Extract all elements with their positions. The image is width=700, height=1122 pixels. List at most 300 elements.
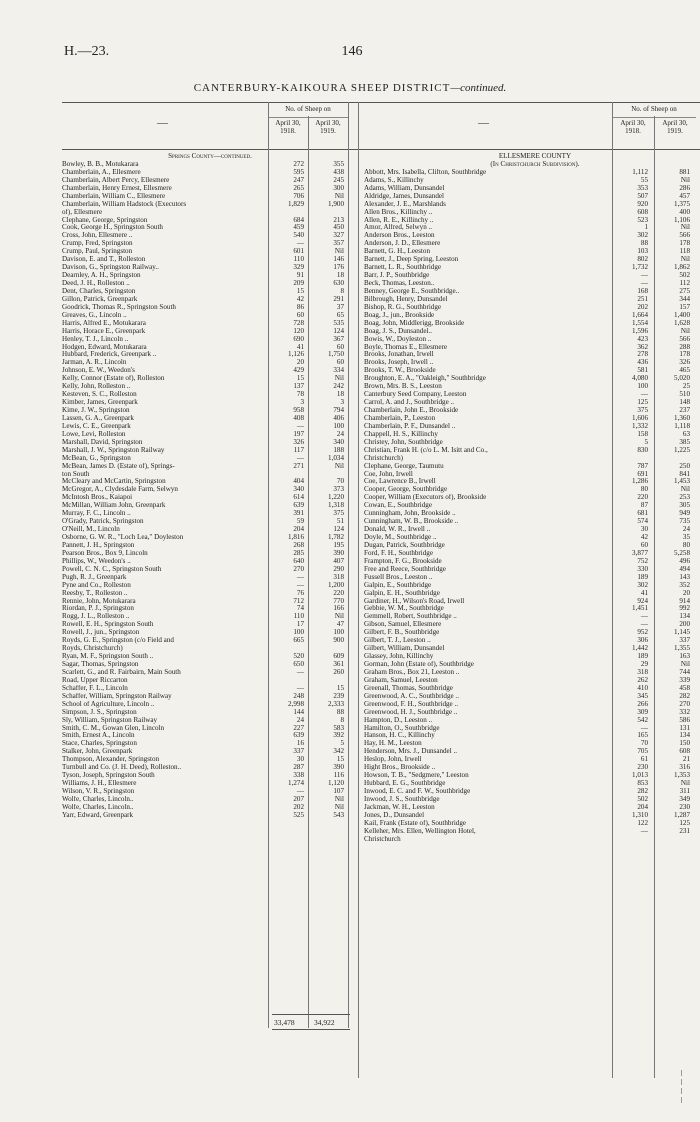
column-divider bbox=[268, 102, 269, 1028]
owner-name: Johnson, E. W., Weedon's bbox=[62, 367, 135, 375]
owner-name: Henley, T. J., Lincoln .. bbox=[62, 335, 129, 343]
sheep-count-1918: 595 bbox=[293, 167, 304, 176]
table-row bbox=[358, 637, 700, 645]
owner-name: Kelleher, Mrs. Ellen, Wellington Hotel, bbox=[364, 827, 476, 835]
sheep-count-1918: 1,554 bbox=[632, 318, 648, 327]
column-divider bbox=[612, 102, 613, 1078]
table-row bbox=[358, 455, 700, 463]
owner-name: Ford, F. H., Southbridge bbox=[364, 549, 433, 557]
owner-name: Cunningham, W. B., Brookside .. bbox=[364, 518, 459, 526]
sheep-count-1918: — bbox=[296, 683, 304, 692]
sheep-count-1919: 178 bbox=[679, 239, 690, 248]
sheep-count-1919: 1,034 bbox=[328, 453, 344, 462]
sheep-count-1919: 337 bbox=[679, 636, 690, 645]
sheep-count-1919: 566 bbox=[679, 231, 690, 240]
sheep-count-1918: 278 bbox=[637, 350, 648, 359]
table-row bbox=[358, 224, 700, 232]
sheep-count-1918: 408 bbox=[293, 413, 304, 422]
table-row bbox=[62, 320, 358, 328]
sheep-count-1918: 640 bbox=[293, 556, 304, 565]
sheep-count-1918: 802 bbox=[637, 255, 648, 264]
table-row bbox=[358, 486, 700, 494]
table-row bbox=[358, 177, 700, 185]
sheep-count-1919: 1,318 bbox=[328, 501, 344, 510]
table-row bbox=[62, 478, 358, 486]
owner-name: Beck, Thomas, Leeston.. bbox=[364, 280, 435, 287]
section-title: (In Christchurch Subdivision). bbox=[490, 160, 580, 168]
sheep-count-1918: 110 bbox=[293, 255, 304, 264]
page-number: 146 bbox=[341, 44, 363, 59]
table-row bbox=[62, 605, 358, 613]
col-1919-header: April 30, 1919. bbox=[315, 119, 341, 135]
sheep-count-1918: 542 bbox=[637, 715, 648, 724]
table-row bbox=[358, 201, 700, 209]
table-row bbox=[62, 407, 358, 415]
owner-name: Christchurch bbox=[364, 835, 401, 843]
sheep-count-1918: — bbox=[296, 787, 304, 795]
sheep-count-1919: 1,106 bbox=[674, 215, 690, 224]
sheep-count-1919: 1,900 bbox=[328, 199, 344, 208]
margin-mark bbox=[681, 1070, 685, 1110]
sheep-count-1919: 148 bbox=[679, 398, 690, 407]
owner-name: Howson, T. B., "Sedgmere," Leeston bbox=[364, 772, 469, 780]
owner-name: Rowell, J., jun., Springston bbox=[62, 629, 140, 637]
owner-name: Sly, William, Springston Railway bbox=[62, 716, 158, 724]
sheep-count-1919: 188 bbox=[333, 445, 344, 454]
owner-name: McMillan, William John, Greenpark bbox=[62, 502, 166, 510]
sheep-count-1918: 59 bbox=[296, 517, 304, 526]
table-row bbox=[62, 725, 358, 733]
table-row bbox=[358, 399, 700, 407]
owner-name: Abbott, Mrs. Isabella, Clifton, Southbridge bbox=[364, 168, 487, 176]
table-row bbox=[358, 732, 700, 740]
owner-name: Cooper, George, Southbridge bbox=[364, 486, 448, 494]
table-row bbox=[62, 645, 358, 653]
sheep-count-1918: 540 bbox=[293, 231, 304, 240]
sheep-count-1918: 340 bbox=[293, 485, 304, 494]
table-row bbox=[358, 756, 700, 764]
table-row bbox=[62, 756, 358, 764]
table-row bbox=[62, 780, 358, 788]
sheep-count-1919: 949 bbox=[679, 509, 690, 518]
sheep-count-1919: 535 bbox=[333, 318, 344, 327]
sheep-count-1918: 117 bbox=[293, 445, 304, 454]
owner-name: Chamberlain, John E., Brookside bbox=[364, 407, 459, 414]
sheep-count-1918: 285 bbox=[293, 548, 304, 557]
sheep-count-1919: 8 bbox=[340, 715, 344, 724]
sheep-count-1919: 385 bbox=[679, 437, 690, 446]
sheep-count-1918: 24 bbox=[296, 715, 304, 724]
sheep-count-1918: 436 bbox=[637, 358, 648, 367]
sheep-count-1918: 287 bbox=[293, 763, 304, 772]
sheep-count-1918: — bbox=[296, 239, 304, 248]
sheep-count-1918: 202 bbox=[637, 302, 648, 311]
sheep-count-1918: — bbox=[640, 279, 648, 287]
table-row bbox=[358, 788, 700, 796]
owner-name: Bowis, W., Doyleston .. bbox=[364, 335, 432, 343]
table-row bbox=[358, 526, 700, 534]
owner-name: Amor, Alfred, Selwyn .. bbox=[364, 224, 433, 232]
owner-name: Doyle, M., Southbridge .. bbox=[364, 534, 437, 541]
table-row bbox=[62, 804, 358, 812]
sheep-count-1919: 220 bbox=[333, 588, 344, 597]
sheep-count-1918: 3,877 bbox=[632, 548, 648, 557]
sheep-count-1918: — bbox=[640, 826, 648, 835]
section-title: Springs County—continued. bbox=[168, 153, 252, 160]
table-row bbox=[358, 661, 700, 669]
table-row bbox=[358, 256, 700, 264]
sheep-count-1919: 375 bbox=[333, 509, 344, 518]
sheep-count-1918: 16 bbox=[296, 739, 304, 748]
sheep-count-1918: 15 bbox=[296, 286, 304, 295]
table-row bbox=[358, 463, 700, 471]
sheep-count-1919: 1,360 bbox=[674, 413, 690, 422]
sheep-count-1918: 681 bbox=[637, 509, 648, 518]
sheep-count-1918: 712 bbox=[293, 596, 304, 605]
sheep-count-1919: 566 bbox=[679, 334, 690, 343]
owner-name: Bilbrough, Henry, Dunsandel bbox=[364, 295, 448, 303]
owner-name: Harris, Alfred E., Motukarara bbox=[62, 319, 146, 327]
owner-name: Reesby, T., Rolleston .. bbox=[62, 589, 128, 597]
sheep-count-1919: Nil bbox=[680, 223, 690, 232]
sheep-count-1918: — bbox=[640, 612, 648, 621]
owner-name: Cunningham, John, Brookside .. bbox=[364, 510, 456, 518]
sheep-count-1918: 1,112 bbox=[632, 167, 648, 176]
owner-name: Chappell, H. S., Killinchy bbox=[364, 430, 438, 438]
sheep-count-1919: Nil bbox=[680, 779, 690, 788]
section-heading bbox=[358, 153, 700, 161]
sheep-count-1918: — bbox=[640, 620, 648, 629]
owner-name: McIntosh Bros., Kaiapoi bbox=[62, 494, 133, 502]
sheep-count-1919: 881 bbox=[679, 167, 690, 176]
sheep-count-1918: 639 bbox=[293, 731, 304, 740]
table-row bbox=[62, 526, 358, 534]
table-row bbox=[358, 598, 700, 606]
sheep-count-1919: 316 bbox=[679, 763, 690, 772]
sheep-count-1918: 230 bbox=[637, 763, 648, 772]
sheep-count-1919: 20 bbox=[682, 588, 690, 597]
table-row bbox=[62, 748, 358, 756]
sheep-count-1918: 423 bbox=[637, 334, 648, 343]
table-row bbox=[358, 677, 700, 685]
sheep-count-1918: 168 bbox=[637, 286, 648, 295]
sheep-count-1919: 80 bbox=[682, 540, 690, 549]
owner-name: Barnett, L. R., Southbridge bbox=[364, 264, 442, 272]
sheep-count-1919: 260 bbox=[333, 667, 344, 676]
owner-name: Osborne, G. W. R., "Loch Lea," Doyleston bbox=[62, 534, 184, 541]
owner-name: Barr, J. P., Southbridge bbox=[364, 272, 430, 280]
table-row bbox=[358, 725, 700, 733]
owner-name: Canterbury Seed Company, Leeston bbox=[364, 391, 467, 399]
sheep-count-1919: 18 bbox=[336, 390, 344, 399]
sheep-count-1918: 525 bbox=[293, 810, 304, 819]
owner-name: Chamberlain, P. F., Dunsandel .. bbox=[364, 422, 456, 430]
sheep-count-1919: 70 bbox=[336, 477, 344, 486]
table-row bbox=[62, 542, 358, 550]
sheep-count-1919: 116 bbox=[333, 771, 344, 780]
sheep-count-1919: 231 bbox=[679, 826, 690, 835]
sheep-count-1918: 601 bbox=[293, 247, 304, 256]
owner-name: Boyle, Thomas E., Ellesmere bbox=[364, 343, 448, 351]
table-row bbox=[62, 590, 358, 598]
sheep-count-1919: 390 bbox=[333, 763, 344, 772]
owner-name: Sagar, Thomas, Springston bbox=[62, 661, 139, 668]
sheep-count-1919: 60 bbox=[336, 342, 344, 351]
sheep-count-1919: 157 bbox=[679, 302, 690, 311]
owner-name: Hubbard, Frederick, Greenpark .. bbox=[62, 351, 157, 359]
sheep-count-1919: 900 bbox=[333, 636, 344, 645]
sheep-count-1918: 262 bbox=[637, 675, 648, 684]
table-row bbox=[358, 804, 700, 812]
sheep-count-1919: 1,782 bbox=[328, 533, 344, 541]
table-row bbox=[62, 185, 358, 193]
table-row bbox=[62, 447, 358, 455]
owner-name: Riordan, P. J., Springston bbox=[62, 605, 134, 613]
sheep-count-1918: 302 bbox=[637, 580, 648, 589]
sheep-count-1918: 137 bbox=[293, 382, 304, 391]
sheep-count-1919: 1,453 bbox=[674, 477, 690, 486]
sheep-count-1919: 124 bbox=[333, 326, 344, 335]
owner-name: Gardiner, H., Wilson's Road, Irwell bbox=[364, 597, 465, 605]
sheep-count-1918: — bbox=[296, 572, 304, 581]
sheep-count-1918: 459 bbox=[293, 223, 304, 232]
owner-name: Aldridge, James, Dunsandel bbox=[364, 192, 444, 200]
sheep-count-1918: 248 bbox=[293, 691, 304, 700]
owner-name: Anderson, J. D., Ellesmere bbox=[364, 240, 441, 248]
sheep-count-1919: 288 bbox=[679, 342, 690, 351]
table-row bbox=[358, 169, 700, 177]
table-row bbox=[358, 613, 700, 621]
section-heading bbox=[358, 161, 700, 169]
owner-name: Kesteven, S. C., Rolleston bbox=[62, 391, 137, 399]
table-row bbox=[62, 304, 358, 312]
sheep-count-1919: 112 bbox=[679, 279, 690, 287]
table-row bbox=[62, 296, 358, 304]
owner-name: Henderson, Mrs. J., Dunsandel .. bbox=[364, 748, 457, 756]
owner-name: Greenwood, H. J., Southbridge .. bbox=[364, 708, 458, 716]
table-row bbox=[358, 272, 700, 280]
owner-name: of), Ellesmere bbox=[62, 208, 103, 216]
sheep-count-group-header: No. of Sheep on bbox=[612, 105, 696, 118]
sheep-count-1919: 47 bbox=[336, 620, 344, 629]
table-row bbox=[358, 288, 700, 296]
sheep-count-1918: 268 bbox=[293, 540, 304, 549]
table-row bbox=[62, 264, 358, 272]
sheep-count-1919: 1,400 bbox=[674, 310, 690, 319]
sheep-count-1918: 830 bbox=[637, 445, 648, 454]
sheep-count-1918: 60 bbox=[640, 540, 648, 549]
sheep-count-1918: 158 bbox=[637, 429, 648, 438]
sheep-count-1918: 1,606 bbox=[632, 413, 648, 422]
owner-name: School of Agriculture, Lincoln .. bbox=[62, 700, 155, 708]
sheep-count-1919: 458 bbox=[679, 683, 690, 692]
sheep-count-1919: 24 bbox=[336, 429, 344, 438]
owner-name: Glassey, John, Killinchy bbox=[364, 653, 434, 661]
sheep-count-1919: 230 bbox=[679, 802, 690, 811]
owner-name: Benney, George E., Southbridge.. bbox=[364, 287, 460, 295]
owner-name: Kime, J. W., Springston bbox=[62, 407, 130, 414]
sheep-count-1918: 639 bbox=[293, 501, 304, 510]
table-row bbox=[358, 621, 700, 629]
sheep-count-1918: — bbox=[640, 723, 648, 732]
table-row bbox=[62, 637, 358, 645]
sheep-count-1918: 30 bbox=[640, 525, 648, 534]
sheep-count-1918: 251 bbox=[637, 294, 648, 303]
owner-name: Dearnley, A. H., Springston bbox=[62, 272, 141, 280]
owner-name: Schaffer, F. L., Lincoln bbox=[62, 684, 128, 692]
sheep-count-1919: 163 bbox=[679, 652, 690, 661]
owner-name: McBean, G., Springston bbox=[62, 454, 131, 462]
owner-name: Carrol, A. and J., Southbridge .. bbox=[364, 399, 455, 407]
sheep-count-1919: 88 bbox=[336, 707, 344, 716]
sheep-count-1919: 1,353 bbox=[674, 771, 690, 780]
owner-name: Graham, Samuel, Leeston bbox=[364, 676, 438, 684]
owner-name: Hight Bros., Brookside .. bbox=[364, 764, 436, 772]
table-row bbox=[62, 471, 358, 479]
owner-name: Clephane, George, Taumutu bbox=[364, 462, 444, 470]
column-divider bbox=[308, 116, 309, 1028]
sheep-count-1919: 340 bbox=[333, 437, 344, 446]
table-row bbox=[62, 248, 358, 256]
sheep-count-1918: 1,013 bbox=[632, 771, 648, 780]
sheep-count-1919: 63 bbox=[682, 429, 690, 438]
table-row bbox=[62, 661, 358, 669]
table-row bbox=[62, 232, 358, 240]
owner-name: Murray, F. C., Lincoln .. bbox=[62, 510, 131, 518]
owner-name: Alexander, J. E., Marshlands bbox=[364, 200, 446, 208]
sheep-count-1919: 100 bbox=[333, 421, 344, 430]
owner-name: Chamberlain, P., Leeston bbox=[364, 414, 436, 422]
sheep-count-1918: 502 bbox=[637, 794, 648, 803]
owner-name: Bowley, B. B., Motukarara bbox=[62, 160, 139, 168]
sheep-count-1918: 706 bbox=[293, 191, 304, 200]
sheep-count-1919: 35 bbox=[682, 533, 690, 541]
sheep-count-1918: 272 bbox=[293, 159, 304, 168]
sheep-count-1919: 494 bbox=[679, 564, 690, 573]
sheep-count-1918: 410 bbox=[637, 683, 648, 692]
table-row bbox=[358, 502, 700, 510]
table-row bbox=[62, 439, 358, 447]
sheep-count-1919: 5,020 bbox=[674, 374, 690, 383]
owner-name: Greenwood, A. C., Southbridge .. bbox=[364, 692, 459, 700]
table-row bbox=[62, 344, 358, 352]
table-row bbox=[358, 359, 700, 367]
sheep-count-1918: 318 bbox=[637, 667, 648, 676]
table-row bbox=[358, 391, 700, 399]
sheep-count-1919: Nil bbox=[680, 660, 690, 668]
sheep-count-1919: 339 bbox=[679, 675, 690, 684]
sheep-count-1919: 1,355 bbox=[674, 644, 690, 653]
table-row bbox=[62, 621, 358, 629]
sheep-count-1919: Nil bbox=[334, 802, 344, 811]
table-row bbox=[358, 542, 700, 550]
sheep-count-1918: — bbox=[640, 271, 648, 280]
sheep-count-1918: 144 bbox=[293, 707, 304, 716]
sheep-count-1919: 166 bbox=[333, 604, 344, 613]
table-row bbox=[358, 653, 700, 661]
sheep-count-1918: 787 bbox=[637, 461, 648, 470]
table-row bbox=[62, 486, 358, 494]
sheep-count-1919: 1,225 bbox=[674, 445, 690, 454]
sheep-count-1918: 1,310 bbox=[632, 810, 648, 819]
table-row bbox=[358, 494, 700, 502]
table-row bbox=[358, 748, 700, 756]
table-row bbox=[62, 193, 358, 201]
owner-name: Graham Bros., Box 21, Leeston .. bbox=[364, 668, 460, 676]
owner-name: Allen Bros., Killinchy .. bbox=[364, 208, 433, 216]
sheep-count-1918: 1,451 bbox=[632, 604, 648, 613]
sheep-count-1919: Nil bbox=[334, 191, 344, 200]
sheep-count-1918: 227 bbox=[293, 723, 304, 732]
sheep-count-1919: 176 bbox=[333, 263, 344, 272]
sheep-count-1919: 406 bbox=[333, 413, 344, 422]
sheep-count-1919: 5,258 bbox=[674, 548, 690, 557]
sheep-count-1919: 342 bbox=[333, 747, 344, 756]
table-row bbox=[62, 796, 358, 804]
sheep-count-1919: 245 bbox=[333, 175, 344, 184]
sheep-count-1918: 202 bbox=[293, 802, 304, 811]
owner-name: Galpin, E. H., Southbridge bbox=[364, 589, 440, 597]
owner-name: Chamberlain, Albert Percy, Ellesmere bbox=[62, 176, 170, 184]
sheep-count-1918: 74 bbox=[296, 604, 304, 613]
sheep-count-1918: 265 bbox=[293, 183, 304, 192]
sheep-count-1919: 1,200 bbox=[328, 580, 344, 589]
sheep-count-1919: 195 bbox=[333, 540, 344, 549]
sheep-count-1918: 120 bbox=[293, 326, 304, 335]
sheep-count-1918: 608 bbox=[637, 207, 648, 216]
owner-name: Boag, J. S., Dunsandel.. bbox=[364, 327, 432, 335]
sheep-count-1918: 1 bbox=[644, 223, 648, 232]
owner-name: Stace, Charles, Springston bbox=[62, 740, 137, 748]
owner-name: O'Grady, Patrick, Springston bbox=[62, 518, 144, 526]
owner-name: Turnbull and Co. (J. H. Deed), Rolleston.. bbox=[62, 764, 182, 772]
owner-name: Bishop, R. G., Southbridge bbox=[364, 303, 442, 311]
owner-name: Kelly, Connor (Estate of), Rolleston bbox=[62, 375, 165, 383]
sheep-count-1919: Nil bbox=[334, 374, 344, 383]
sheep-count-1919: 21 bbox=[682, 755, 690, 764]
sheep-count-1918: 853 bbox=[637, 779, 648, 788]
owner-name: Boag, John, Middlerigg, Brookside bbox=[364, 319, 465, 327]
sheep-count-1919: Nil bbox=[334, 794, 344, 803]
sheep-count-1919: 291 bbox=[333, 294, 344, 303]
owner-name: Crump, Paul, Springston bbox=[62, 248, 133, 256]
sheep-count-1919: 18 bbox=[336, 271, 344, 280]
sheep-count-1918: 650 bbox=[293, 660, 304, 668]
table-row bbox=[62, 685, 358, 693]
owner-name: Hubbard, E. G., Southbridge bbox=[364, 780, 446, 788]
table-row bbox=[62, 669, 358, 677]
table-row bbox=[62, 550, 358, 558]
sheep-count-1918: 209 bbox=[293, 279, 304, 287]
owner-name: Rennie, John, Motukarara bbox=[62, 597, 136, 605]
owner-name: Brooks, Joseph, Irwell .. bbox=[364, 359, 434, 367]
sheep-count-1918: 507 bbox=[637, 191, 648, 200]
sheep-count-1919: 107 bbox=[333, 787, 344, 795]
owner-name: Harris, Horace E., Greenpark bbox=[62, 327, 146, 335]
sheep-count-1919: 305 bbox=[679, 501, 690, 510]
owner-name: Gebbie, W. M., Southbridge bbox=[364, 605, 444, 613]
table-row bbox=[358, 447, 700, 455]
sheep-count-1918: 204 bbox=[637, 802, 648, 811]
table-row bbox=[62, 383, 358, 391]
left-totals bbox=[272, 1014, 350, 1030]
owner-name: Cook, George H., Springston South bbox=[62, 224, 163, 232]
sheep-count-1919: 496 bbox=[679, 556, 690, 565]
sheep-count-1919: 200 bbox=[679, 620, 690, 629]
sheep-count-1919: Nil bbox=[334, 247, 344, 256]
sheep-count-1919: 357 bbox=[333, 239, 344, 248]
sheep-count-1918: 197 bbox=[293, 429, 304, 438]
